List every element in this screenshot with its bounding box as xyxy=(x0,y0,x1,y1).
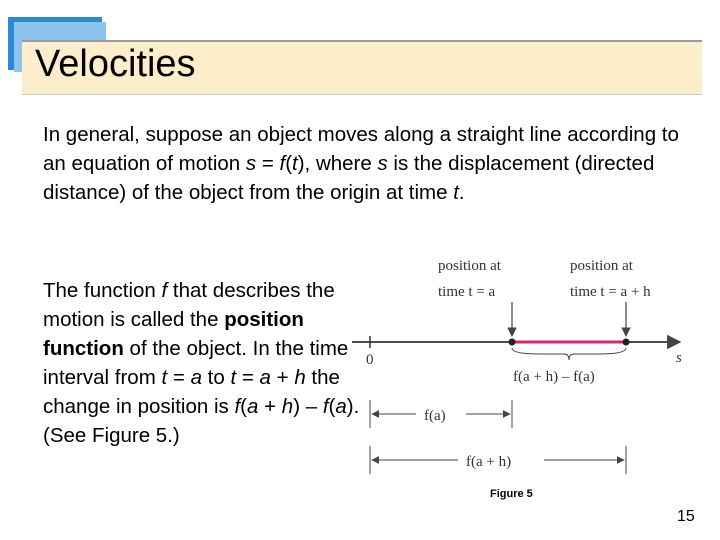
var: h xyxy=(281,395,294,418)
var: s xyxy=(377,152,388,175)
axis-label: s xyxy=(676,350,682,366)
var: f xyxy=(279,152,286,175)
fa-label: f(a) xyxy=(424,408,446,424)
text: + xyxy=(258,395,282,418)
text: is the displacement (directed distance) of the object from the origin at time xyxy=(43,152,655,204)
label-b-line2: time t = a + h xyxy=(570,284,651,300)
point-a xyxy=(509,339,516,346)
text: . xyxy=(458,181,465,204)
label-a-line2: time t = a xyxy=(438,284,496,300)
var: t xyxy=(453,181,459,204)
text: the change in position is xyxy=(43,366,340,418)
text: + xyxy=(270,366,295,389)
slide-title: Velocities xyxy=(35,43,196,85)
text: (See Figure 5.) xyxy=(43,424,180,447)
text: = xyxy=(236,366,260,389)
brace xyxy=(512,348,626,360)
figure-5-diagram xyxy=(350,250,710,500)
text: In general, suppose an object moves along a straight line according to an equation of motion xyxy=(43,123,679,175)
var: a xyxy=(335,395,347,418)
text: = xyxy=(167,366,191,389)
var: t xyxy=(292,152,298,175)
bold-term: position function xyxy=(43,308,304,360)
text: ( xyxy=(328,395,336,418)
text: ), where xyxy=(297,152,378,175)
text: ( xyxy=(285,152,293,175)
diff-label: f(a + h) – f(a) xyxy=(513,369,595,385)
var: a xyxy=(190,366,202,389)
var: s xyxy=(245,152,257,175)
text: that describes the motion is called the xyxy=(43,279,335,331)
text: ( xyxy=(240,395,247,418)
text: to xyxy=(201,366,231,389)
fah-label: f(a + h) xyxy=(466,454,512,470)
var: f xyxy=(161,279,168,302)
figure-caption: Figure 5 xyxy=(490,488,533,500)
point-b xyxy=(623,339,630,346)
page-number: 15 xyxy=(677,508,695,525)
label-a-line1: position at xyxy=(438,258,501,274)
var: f xyxy=(322,395,329,418)
var: a xyxy=(247,395,259,418)
origin-label: 0 xyxy=(366,352,374,368)
text: ). xyxy=(346,395,360,418)
var: t xyxy=(161,366,168,389)
intro-paragraph xyxy=(43,120,683,207)
var: h xyxy=(294,366,306,389)
text: ) – xyxy=(293,395,323,418)
var: f xyxy=(234,395,241,418)
text: The function xyxy=(43,279,162,302)
label-b-line1: position at xyxy=(570,258,633,274)
var: a xyxy=(259,366,271,389)
position-function-paragraph xyxy=(43,276,363,450)
text: = xyxy=(256,152,280,175)
var: t xyxy=(230,366,237,389)
text: of the object. In the time interval from xyxy=(43,337,349,389)
